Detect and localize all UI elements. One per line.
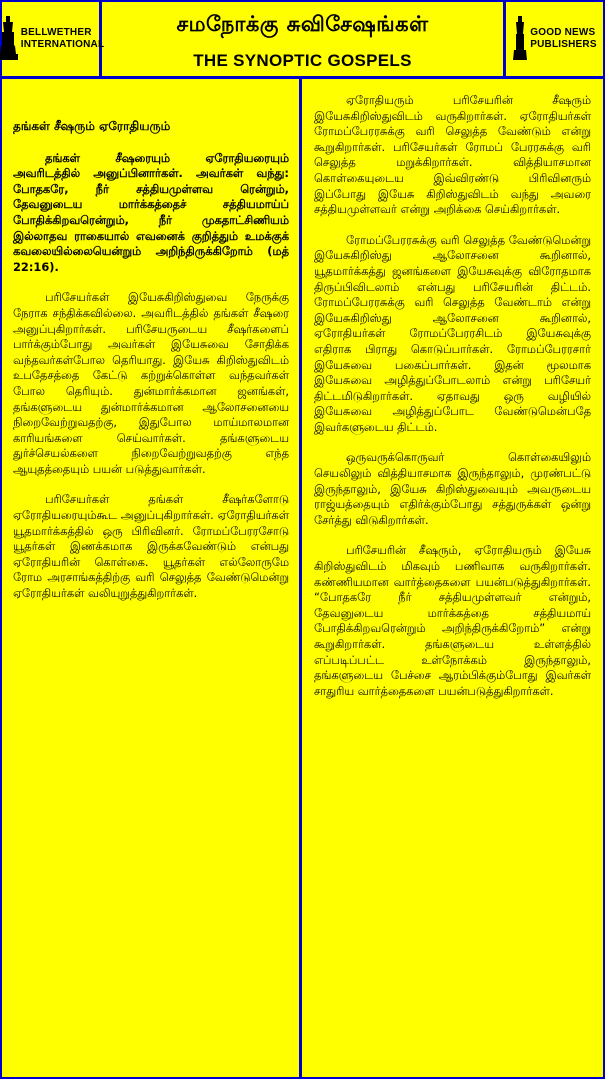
lamp-tower-icon bbox=[512, 14, 528, 64]
column-divider bbox=[299, 79, 302, 1077]
paragraph: ஒருவருக்கொருவர் கொள்கையிலும் செயலிலும் வித்தியாசமாக இருந்தாலும், முரண்பட்டு இருந்தாலும், இயேசு கிறிஸ்துவையும் அவருடைய ராஜ்யத்தையும் எதிர்க்கும்போது சத்துருக்கள் ஒன்று சேர்த்து விடுகிறார்கள். bbox=[314, 450, 591, 527]
right-logo-line1: GOOD NEWS bbox=[530, 27, 596, 38]
title-block bbox=[102, 2, 503, 76]
bellwether-logo bbox=[2, 2, 105, 76]
title-english: THE SYNOPTIC GOSPELS bbox=[193, 51, 412, 70]
bell-tower-icon bbox=[0, 14, 19, 64]
paragraph: பரிசேயர்கள் தங்கள் சீஷர்களோடு ஏரோதியரையும்கூட அனுப்புகிறார்கள். ஏரோதியர்கள் யூதமார்க்கத்தில் ஒரு பிரிவினர். ரோமப்பேரரசோடு யூதர்கள் இணக்கமாக இருக்கவேண்டும் என்பது ஏரோதியரின் கொள்கை. யூதர்கள் எல்லோருமே ரோம அரசாங்கத்திற்கு வரி செலுத்த வேண்டுமென்று ஏரோதியர்கள் வலியுறுத்துகிறார்கள். bbox=[13, 492, 289, 601]
title-tamil: சமநோக்கு சுவிசேஷங்கள் bbox=[176, 12, 429, 36]
paragraph: பரிசேயரின் சீஷரும், ஏரோதியரும் இயேசு கிறிஸ்துவிடம் மிகவும் பணிவாக வருகிறார்கள். கண்ணியமான வார்த்தைகளை பயன்படுத்துகிறார்கள். “போதகரே நீர் சத்தியமுள்ளவர் என்றும், தேவனுடைய மார்க்கத்தை சத்தியமாய் போதிக்கிறவரென்றும் அறிந்திருக்கிறோம்” என்று கூறுகிறார்கள். தங்களுடைய உள்ளத்தில் எப்படிப்பட்ட உள்நோக்கம் இருந்தாலும், தங்களுடைய பேச்சை ஆரம்பிக்கும்போது இவர்கள் சாதுரிய வார்த்தைகளை பயன்படுத்துகிறார்கள். bbox=[314, 543, 591, 698]
right-column bbox=[314, 79, 591, 699]
section-heading: தங்கள் சீஷரும் ஏரோதியரும் bbox=[13, 119, 171, 133]
scripture-quote: தங்கள் சீஷரையும் ஏரோதியரையும் அவரிடத்தில் அனுப்பினார்கள். அவர்கள் வந்து: போதகரே, நீர் சத்தியமுள்ளவ ரென்றும், தேவனுடைய மார்க்கத்தைச் சத்தியமாய்ப் போதிக்கிறவரென்றும், நீர் முகதாட்சிணியம் இல்லாதவ ராகையால் எவனைக் குறித்தும் உமக்குக் கவலையில்லையென்றும் அறிந்திருக்கிறோம் (மத் 22:16). bbox=[13, 150, 289, 274]
left-logo-line1: BELLWETHER bbox=[20, 27, 92, 38]
left-logo-line2: INTERNATIONAL bbox=[20, 39, 105, 50]
paragraph: ரோமப்பேரரசுக்கு வரி செலுத்த வேண்டுமென்று இயேசுகிறிஸ்து ஆலோசனை கூறினால், யூதமார்க்கத்து ஜனங்களை இயேசுவுக்கு விரோதமாக திருப்பிவிடலாம் என்பது பரிசேயரின் திட்டம். ரோமப்பேரரசுக்கு வரி செலுத்த வேண்டாம் என்று இயேசுகிறிஸ்து ஆலோசனை கூறினால், ஏரோதியர்கள் ரோமப்பேரரசிடம் இயேசுவுக்கு எதிராக பிராது கொடுப்பார்கள். ரோமப்பேரரசார் இயேசுவை பகைப்பார்கள். இதன் மூலமாக இயேசுவை அழித்துப்போடலாம் என்று பரிசேயர் திட்டமிடுகிறார்கள். ஏதாவது ஒரு வழியில் இயேசுவை அழித்துப்போட வேண்டுமென்பதே இவர்களுடைய திட்டம். bbox=[314, 232, 591, 434]
left-column bbox=[13, 79, 289, 602]
page-header bbox=[2, 2, 603, 79]
paragraph: பரிசேயர்கள் இயேசுகிறிஸ்துவை நேருக்கு நேராக சந்திக்கவில்லை. அவரிடத்தில் தங்கள் சீஷரை அனுப்புகிறார்கள். பரிசேயருடைய சீஷர்களைப் பார்க்கும்போது அவர்கள் இயேசுவை சோதிக்க வந்தவர்கள்போல தெரியாது. இயேசு கிறிஸ்துவிடம் உபதேசத்தை கேட்டு கற்றுக்கொள்ள வந்தவர்கள் போல தெரியும். துன்மார்க்கமான ஜனங்கள், தங்களுடைய துன்மார்க்கமான ஆலோசனையை நிறைவேற்றுவதற்கு, இதுபோல மாய்மாலமான காரியங்களை செய்வார்கள். தங்களுடைய துர்ச்செயல்களை நிறைவேற்றுவதற்கு எந்த ஆயுதத்தையும் பயன் படுத்துவார்கள். bbox=[13, 290, 289, 476]
paragraph: ஏரோதியரும் பரிசேயரின் சீஷரும் இயேசுகிறிஸ்துவிடம் வருகிறார்கள். ஏரோதியர்கள் ரோமப்பேரரசுக்கு வரி செலுத்த வேண்டும் என்று கூறுகிறார்கள். பரிசேயர்கள் ரோமப் பேரரசுக்கு வரி செலுத்த மறுக்கிறார்கள். வித்தியாசமான கொள்கையுடைய இவ்விரண்டு பிரிவினரும் இப்போது இயேசு கிறிஸ்துவிடம் வந்து அவரை சத்தியமுள்ளவர் என்று அறிக்கை செய்கிறார்கள். bbox=[314, 93, 591, 217]
right-logo-line2: PUBLISHERS bbox=[530, 39, 597, 50]
good-news-logo bbox=[503, 2, 603, 76]
